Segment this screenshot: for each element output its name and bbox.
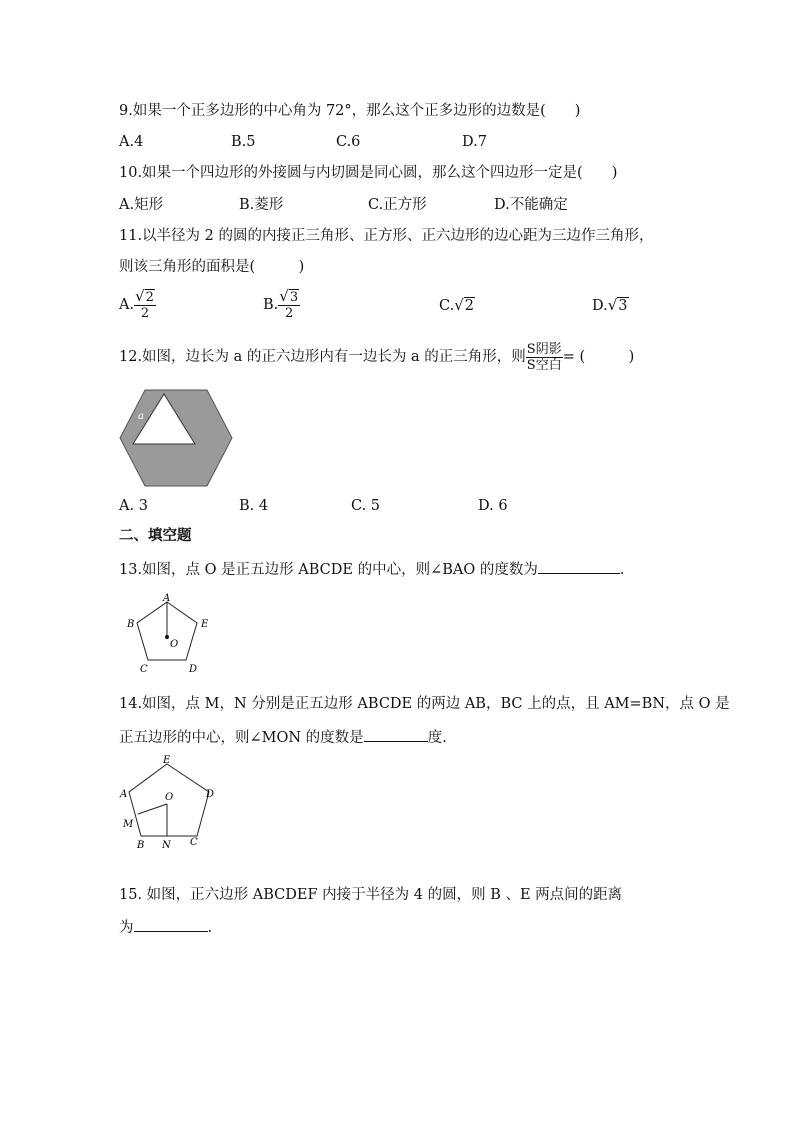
q14-text-line1: 14.如图，点 M，N 分别是正五边形 ABCDE 的两边 AB，BC 上的点，且 AM=BN，点 O 是 [119, 696, 730, 712]
q12-options [119, 495, 719, 517]
q12-fraction-numerator: S阴影 [526, 341, 562, 357]
center-point-o [165, 635, 169, 639]
q15-text-line2 [119, 917, 212, 938]
q13-figure-pentagon [119, 592, 213, 678]
q11-option-c [439, 285, 475, 326]
q11-text-line1: 11.以半径为 2 的圆的内接正三角形、正方形、正六边形的边心距为三边作三角形， [119, 228, 654, 244]
q15-text-line1: 15. 如图，正六边形 ABCDEF 内接于半径为 4 的圆，则 B 、E 两点间的距离 [119, 887, 623, 903]
q9-option-a: A.4 [119, 134, 144, 150]
q11-option-a-denominator: 2 [140, 306, 150, 321]
q13-label-c: C [140, 664, 148, 675]
q14-label-e: E [163, 755, 171, 766]
q14-label-o: O [165, 792, 174, 803]
q11-option-c-radicand: 2 [464, 298, 474, 314]
q15-text-line2-after: . [207, 920, 213, 936]
q11-option-d-radicand: 3 [618, 298, 628, 314]
q14-text-line2-after: 度. [427, 730, 447, 746]
q11-option-a-radicand: 2 [145, 290, 154, 305]
q14-label-d: D [206, 789, 215, 800]
q13-answer-blank[interactable] [538, 559, 620, 574]
q9-options [119, 131, 719, 153]
q11-option-d-prefix: D. [592, 298, 608, 314]
q14-label-n: N [162, 840, 171, 851]
q13-label-d: D [189, 664, 198, 675]
q9-option-c: C.6 [336, 134, 361, 150]
q12-fraction-denominator: S空白 [526, 357, 562, 373]
q13-label-b: B [127, 619, 135, 630]
q14-text-line2 [119, 727, 447, 748]
q10-option-c: C.正方形 [368, 197, 427, 213]
q13-text-main: 13.如图，点 O 是正五边形 ABCDE 的中心，则∠BAO 的度数为 [119, 562, 538, 578]
q12-option-b: B. 4 [239, 498, 269, 514]
q9-option-b: B.5 [231, 134, 256, 150]
q9-text: 9.如果一个正多边形的中心角为 72°，那么这个正多边形的边数是( ) [119, 103, 581, 119]
q14-label-m: M [123, 819, 134, 830]
q12-option-c: C. 5 [351, 498, 381, 514]
q14-answer-blank[interactable] [364, 727, 428, 742]
q14-label-b: B [137, 840, 145, 851]
q11-option-b-prefix: B. [263, 297, 279, 313]
q9-option-d: D.7 [462, 134, 487, 150]
q12-text-before: 12.如图，边长为 a 的正六边形内有一边长为 a 的正三角形，则 [119, 349, 526, 365]
q11-option-b-radicand: 3 [289, 290, 299, 305]
q10-text: 10.如果一个四边形的外接圆与内切圆是同心圆，那么这个四边形一定是( ) [119, 165, 618, 181]
q11-option-b [263, 285, 300, 325]
q12-text-after: = ( ) [562, 349, 635, 365]
q13-text [119, 559, 624, 580]
q11-options [119, 285, 719, 325]
q11-option-a-fraction [134, 289, 156, 321]
q13-label-a: A [163, 593, 171, 604]
q11-option-b-fraction [278, 289, 300, 321]
q13-label-e: E [201, 619, 209, 630]
q12-option-a: A. 3 [119, 498, 148, 514]
q15-text-line2-before: 为 [119, 920, 134, 936]
q13-label-o: O [170, 639, 179, 650]
q12-fraction [526, 342, 563, 373]
segment-om [138, 804, 167, 814]
q11-option-a-prefix: A. [119, 297, 135, 313]
sqrt-symbol: √ [607, 296, 618, 314]
q12-label-a2: a [138, 411, 144, 422]
section-heading-fill-in: 二、填空题 [119, 528, 192, 544]
sqrt-symbol: √ [454, 296, 464, 314]
q10-option-a: A.矩形 [119, 197, 164, 213]
q14-label-c: C [190, 837, 198, 848]
sqrt-symbol: √ [135, 287, 145, 305]
q14-figure-pentagon [119, 752, 223, 854]
q11-option-a [119, 285, 156, 325]
q15-answer-blank[interactable] [134, 917, 208, 932]
q13-text-end: . [619, 562, 625, 578]
q14-label-a: A [120, 789, 128, 800]
q10-options [119, 194, 719, 216]
q11-option-b-denominator: 2 [285, 306, 294, 321]
sqrt-symbol: √ [279, 287, 289, 305]
q12-text [119, 340, 634, 374]
q11-option-c-prefix: C. [439, 298, 455, 314]
q12-option-d: D. 6 [478, 498, 508, 514]
q11-text-line2: 则该三角形的面积是( ) [119, 259, 305, 275]
q10-option-d: D.不能确定 [494, 197, 568, 213]
q12-figure-hexagon [119, 388, 233, 488]
q11-option-d [592, 285, 629, 326]
q10-option-b: B.菱形 [239, 197, 284, 213]
q14-text-line2-before: 正五边形的中心，则∠MON 的度数是 [119, 730, 364, 746]
q12-label-a1: a [126, 404, 132, 415]
